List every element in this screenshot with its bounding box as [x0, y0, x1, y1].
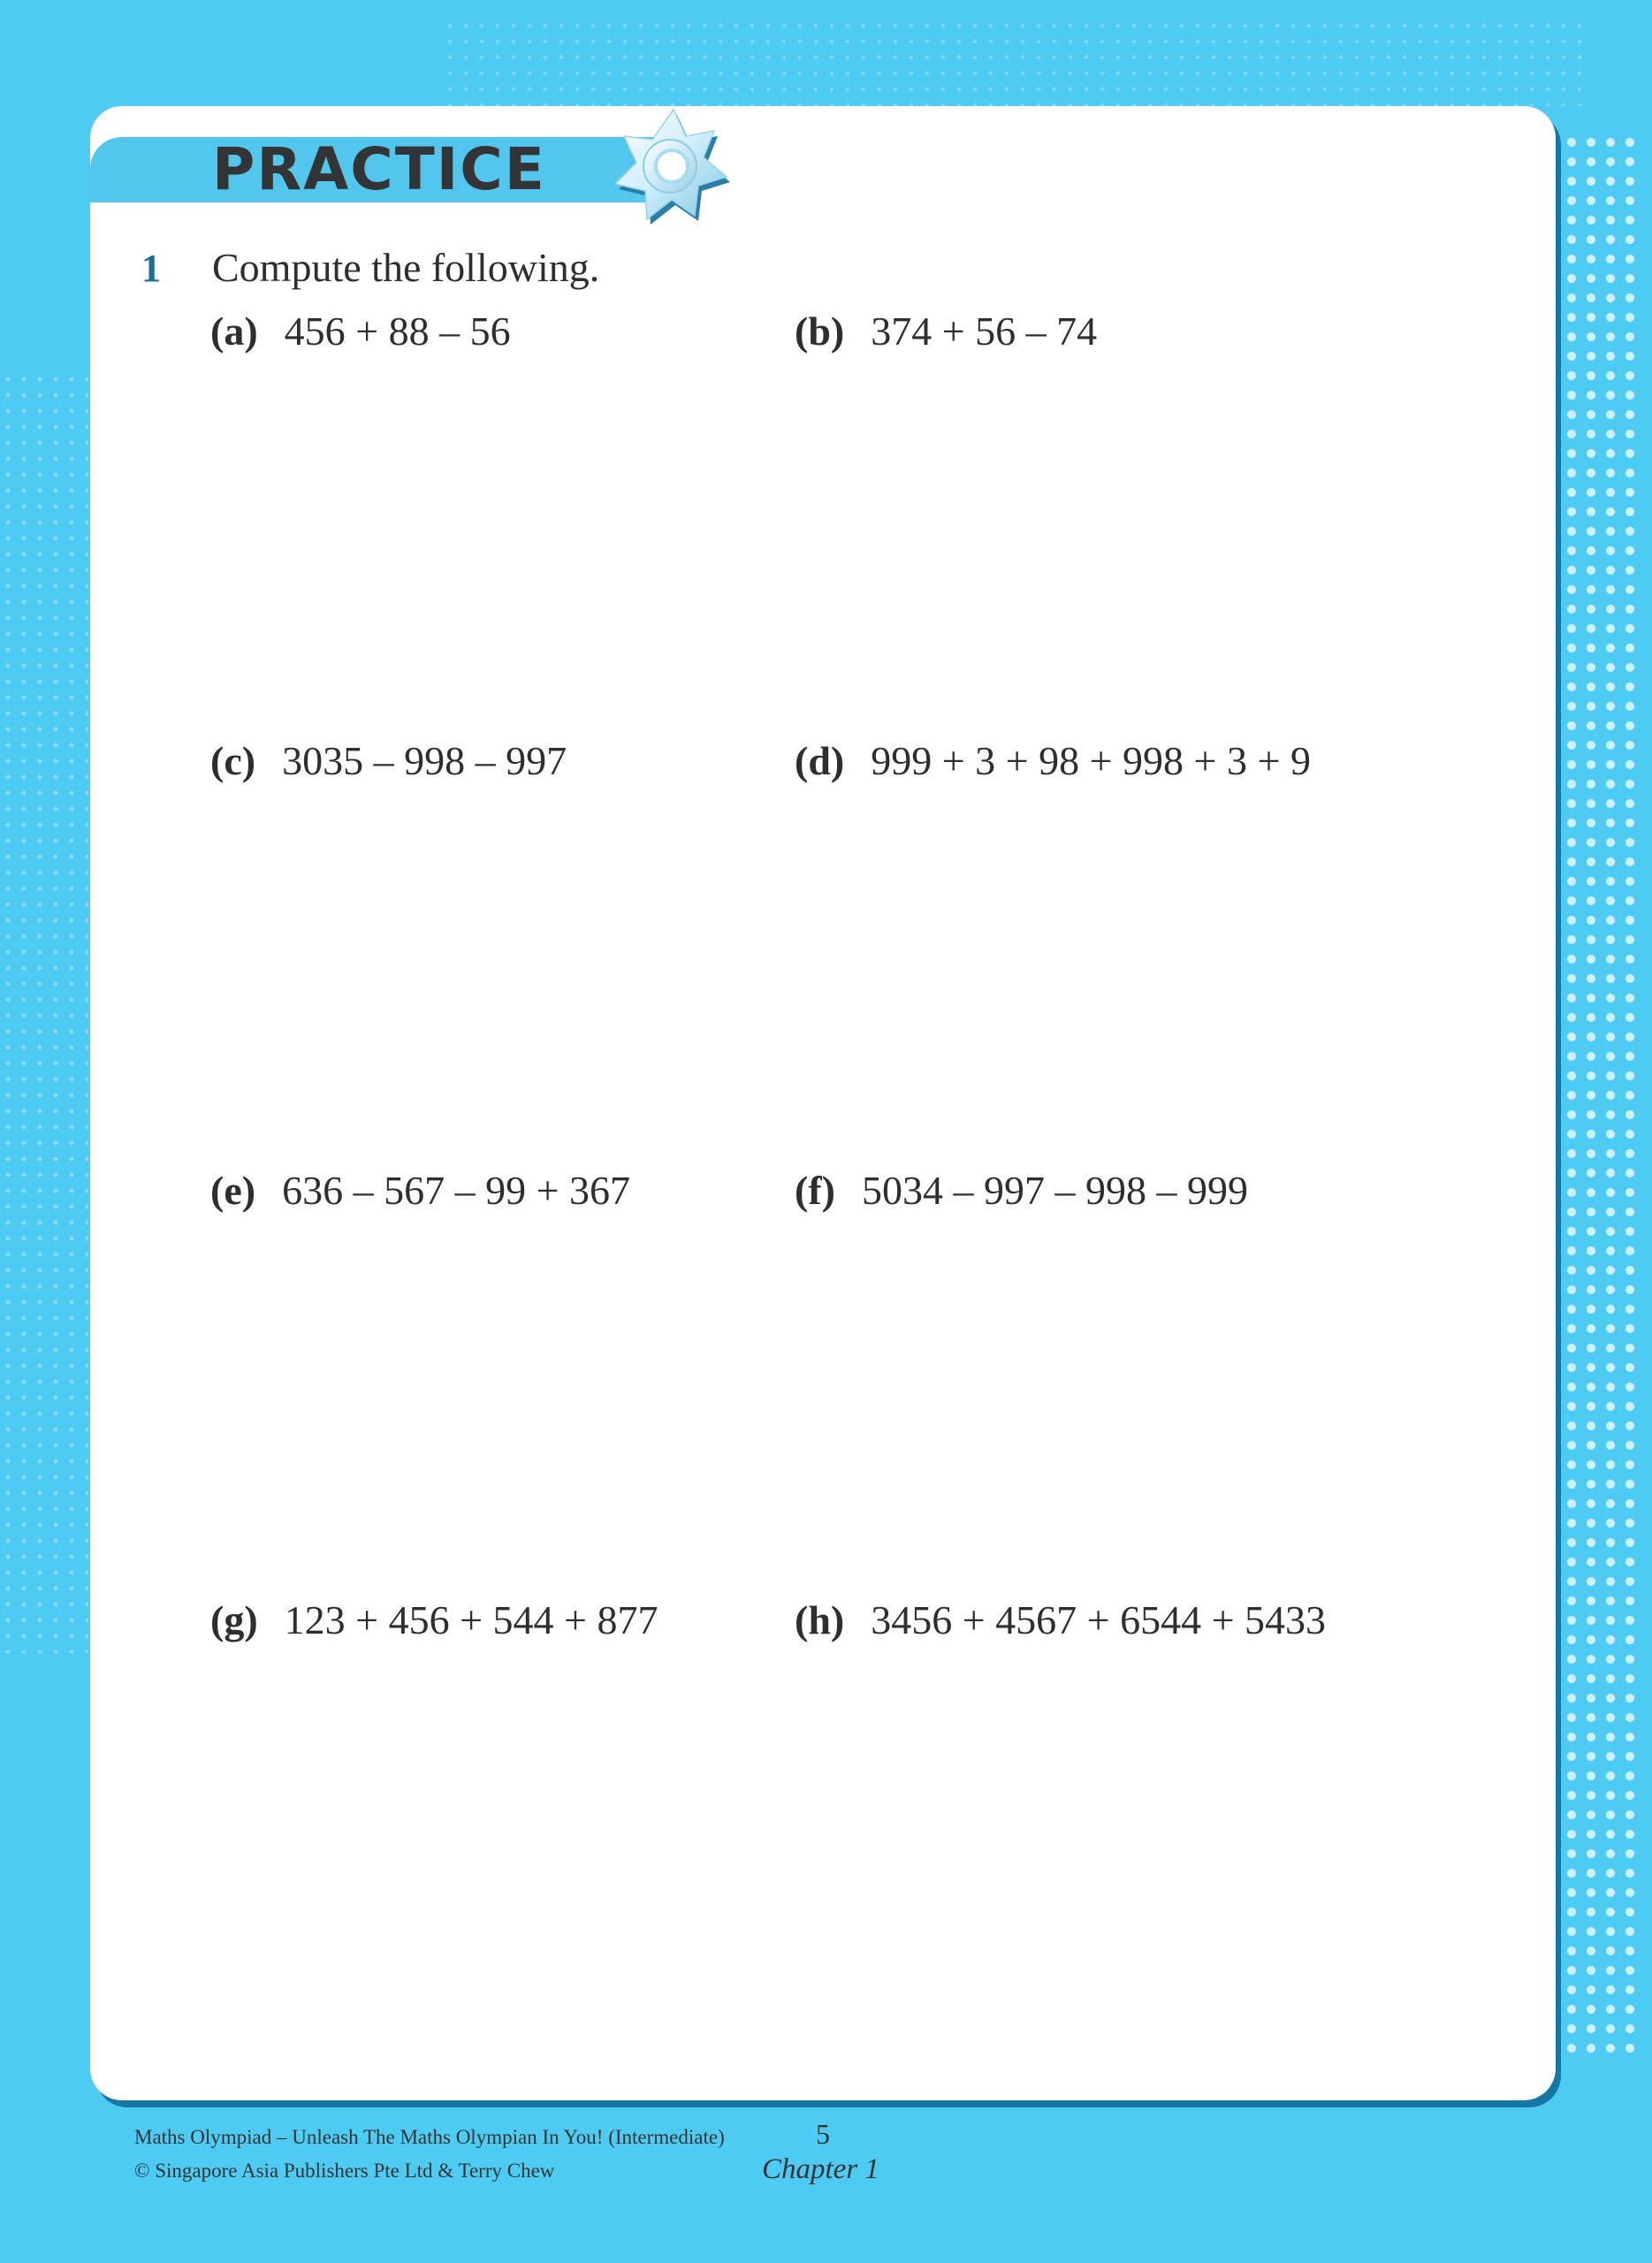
- problem-h: [795, 1596, 1326, 1643]
- chapter-label: Chapter 1: [762, 2153, 879, 2185]
- problem-expression: 5034 – 997 – 998 – 999: [861, 1168, 1248, 1213]
- page-title: PRACTICE: [212, 135, 546, 203]
- problem-e: [210, 1167, 630, 1214]
- problem-label: (d): [795, 738, 845, 783]
- problem-label: (c): [210, 738, 256, 783]
- problem-label: (e): [210, 1168, 256, 1213]
- problem-d: [795, 737, 1311, 784]
- problem-label: (h): [795, 1597, 845, 1642]
- problem-f: [795, 1167, 1248, 1214]
- problem-b: [795, 308, 1097, 354]
- background-dot-pattern-top: [442, 18, 1591, 106]
- page-card: [90, 106, 1556, 2100]
- problem-c: [210, 737, 567, 784]
- page-number: 5: [816, 2118, 830, 2150]
- problem-label: (b): [795, 309, 845, 354]
- problem-expression: 123 + 456 + 544 + 877: [284, 1597, 659, 1642]
- problem-a: [210, 308, 511, 354]
- problem-expression: 636 – 567 – 99 + 367: [282, 1168, 631, 1213]
- footer-copyright: © Singapore Asia Publishers Pte Ltd & Terry Chew: [134, 2160, 555, 2182]
- problem-expression: 3035 – 998 – 997: [282, 738, 567, 783]
- footer-book-title: Maths Olympiad – Unleash The Maths Olympian In You! (Intermediate): [134, 2126, 725, 2148]
- star-ring-icon: [601, 104, 734, 237]
- problem-expression: 374 + 56 – 74: [871, 309, 1098, 354]
- problem-label: (a): [210, 309, 258, 354]
- problem-label: (f): [795, 1168, 835, 1213]
- problem-expression: 456 + 88 – 56: [284, 309, 511, 354]
- problem-expression: 3456 + 4567 + 6544 + 5433: [871, 1597, 1327, 1642]
- problem-g: [210, 1596, 658, 1643]
- question-number: 1: [141, 247, 161, 290]
- question-prompt: Compute the following.: [212, 245, 600, 290]
- background-dot-pattern-left: [0, 371, 88, 1653]
- problem-label: (g): [210, 1597, 258, 1642]
- problem-expression: 999 + 3 + 98 + 998 + 3 + 9: [871, 738, 1311, 783]
